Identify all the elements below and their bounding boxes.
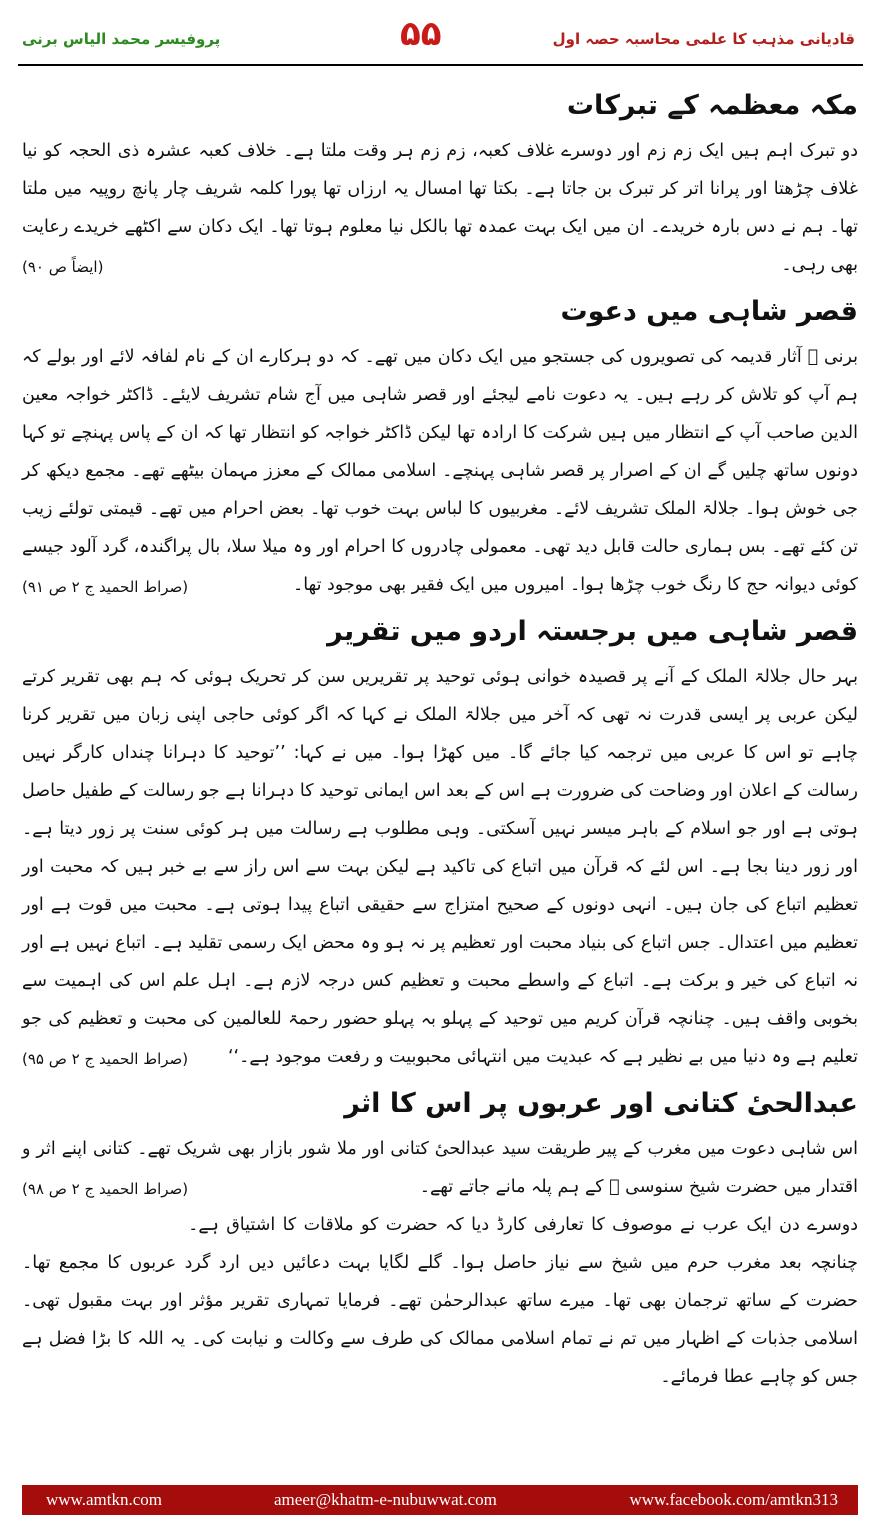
reference: (صراط الحمید ج ۲ ص ۹۵) — [22, 1050, 189, 1068]
header-author: پروفیسر محمد الیاس برنی — [22, 30, 221, 48]
header-book-title: قادیانی مذہب کا علمی محاسبہ حصہ اول — [552, 30, 855, 48]
page-footer — [22, 1485, 858, 1515]
paragraph — [22, 132, 858, 284]
paragraph-text: بہر حال جلالۃ الملک کے آنے پر قصیدہ خوانی ہوئی توحید پر تقریریں سن کر تحریک ہوئی کہ ہم بھی تقریر کرتے لیکن عربی پر ایسی قدرت نہ تھی کہ آخر میں جلالۃ الملک نے کہا کہ اگر کوئی حاجی اپنی زبان میں تقریر کرنا چاہے تو اس کا عربی میں ترجمہ کیا جائے گا۔ میں کھڑا ہوا۔ میں نے کہا: ’’توحید کا دہرانا چنداں کارگر نہیں رسالت کے اعلان اور وضاحت کی ضرورت ہے اس کے بعد اس ایمانی توحید کا دہرانا ہے جو رسالت کے طفیل حاصل ہوتی ہے اور جو اسلام کے باہر میسر نہیں آسکتی۔ وہی مطلوب ہے رسالت میں ہر کوئی سنت پر زور دیتا ہے۔ اور زور دینا بجا ہے۔ اس لئے کہ قرآن میں اتباع کی تاکید ہے لیکن بہت سے اس راز سے بے خبر ہیں کہ محبت اور تعظیم اتباع کی جان ہیں۔ انہی دونوں کے صحیح امتزاج سے حقیقی اتباع پیدا ہوتی ہے۔ محبت میں قوت ہے اور تعظیم میں اعتدال۔ جس اتباع کی بنیاد محبت اور تعظیم پر نہ ہو وہ محض ایک رسمی تقلید ہے۔ اتباع نہیں ہے اور نہ اتباع کی خیر و برکت ہے۔ اتباع کے واسطے محبت و تعظیم کس درجہ لازم ہے۔ اہل علم اس کی اہمیت سے بخوبی واقف ہیں۔ چنانچہ قرآن کریم میں توحید کے پہلو بہ پہلو حضور رحمۃ للعالمین کی محبت و تعظیم کی جو تعلیم ہے وہ دنیا میں بے نظیر ہے کہ عبدیت میں انتہائی محبوبیت و رفعت موجود ہے۔‘‘ — [22, 667, 858, 1067]
reference: (صراط الحمید ج ۲ ص ۹۸) — [22, 1180, 189, 1198]
paragraph-text: برنی ﷫ آثار قدیمہ کی تصویروں کی جستجو میں ایک دکان میں تھے۔ کہ دو ہرکارے ان کے نام لفافہ لائے اور بولے کہ ہم آپ کو تلاش کر رہے ہیں۔ یہ دعوت نامے لیجئے اور قصر شاہی میں آج شام تشریف لایئے۔ ڈاکٹر خواجہ معین الدین صاحب آپ کے انتظار میں ہیں شرکت کا ارادہ تھا لیکن ڈاکٹر خواجہ کو انتظار تھا کہ ان کے پاس پہنچے تو کہا دونوں ساتھ چلیں گے ان کے اصرار پر قصر شاہی پہنچے۔ اسلامی ممالک کے معزز مہمان بیٹھے تھے۔ مجمع دیکھ کر جی خوش ہوا۔ جلالۃ الملک تشریف لائے۔ مغربیوں کا لباس بہت خوب تھا۔ بعض احرام میں تھے۔ قیمتی تولئے زیب تن کئے تھے۔ بس ہماری حالت قابل دید تھی۔ معمولی چادروں کا احرام اور وہ میلا سلا، بال پراگندہ، گرد آلود جیسے کوئی دیوانہ حج کا رنگ خوب چڑھا ہوا۔ امیروں میں ایک فقیر بھی موجود تھا۔ — [22, 347, 858, 595]
paragraph-text: اس شاہی دعوت میں مغرب کے پیر طریقت سید عبدالحیٔ کتانی اور ملا شور بازار بھی شریک تھے۔ کتانی اپنے اثر و اقتدار میں حضرت شیخ سنوسی ﷫ کے ہم پلہ مانے جاتے تھے۔ — [22, 1139, 858, 1197]
paragraph — [22, 1206, 858, 1396]
page-content — [22, 78, 858, 1463]
reference: (ایضاً ص ۹۰) — [22, 258, 104, 276]
page-number: ۵۵ — [400, 14, 442, 54]
header-divider — [18, 64, 863, 66]
section-heading: قصر شاہی میں دعوت — [560, 296, 858, 327]
page-header — [0, 0, 881, 70]
section-heading: عبدالحیٔ کتانی اور عربوں پر اس کا اثر — [344, 1088, 858, 1119]
paragraph-text: دو تبرک اہم ہیں ایک زم زم اور دوسرے غلاف کعبہ، زم زم ہر وقت ملتا ہے۔ خلاف کعبہ عشرہ ذی الحجہ کو نیا غلاف چڑھتا اور پرانا اتر کر تبرک بن جاتا ہے۔ بکتا تھا امسال یہ ارزاں تھا پورا کلمہ شریف چار پانچ روپیہ میں ملتا تھا۔ ہم نے دس بارہ خریدے۔ ان میں ایک بہت عمدہ تھا بالکل نیا معلوم ہوتا تھا۔ ایک دکان سے اکٹھے خریدے رعایت بھی رہی۔ — [22, 141, 858, 275]
footer-website-link[interactable]: www.amtkn.com — [46, 1490, 162, 1509]
section-heading: مکہ معظمہ کے تبرکات — [566, 90, 858, 121]
paragraph-text: دوسرے دن ایک عرب نے موصوف کا تعارفی کارڈ دیا کہ حضرت کو ملاقات کا اشتیاق ہے۔ چنانچہ بعد مغرب حرم میں شیخ سے نیاز حاصل ہوا۔ گلے لگایا بہت دعائیں دیں ارد گرد عربوں کا مجمع تھا۔ حضرت کے ساتھ ترجمان بھی تھا۔ میرے ساتھ عبدالرحمٰن تھے۔ فرمایا تمہاری تقریر مؤثر اور بہت مقبول تھی۔ اسلامی جذبات کے اظہار میں تم نے تمام اسلامی ممالک کی طرف سے وکالت و نیابت کی۔ یہ اللہ کا بڑا فضل ہے جس کو چاہے عطا فرمائے۔ — [22, 1215, 858, 1387]
reference: (صراط الحمید ج ۲ ص ۹۱) — [22, 578, 189, 596]
paragraph — [22, 338, 858, 604]
footer-email-link[interactable]: ameer@khatm-e-nubuwwat.com — [274, 1490, 497, 1509]
paragraph — [22, 658, 858, 1076]
footer-facebook-link[interactable]: www.facebook.com/amtkn313 — [629, 1490, 838, 1509]
paragraph — [22, 1130, 858, 1206]
section-heading: قصر شاہی میں برجستہ اردو میں تقریر — [327, 616, 858, 647]
